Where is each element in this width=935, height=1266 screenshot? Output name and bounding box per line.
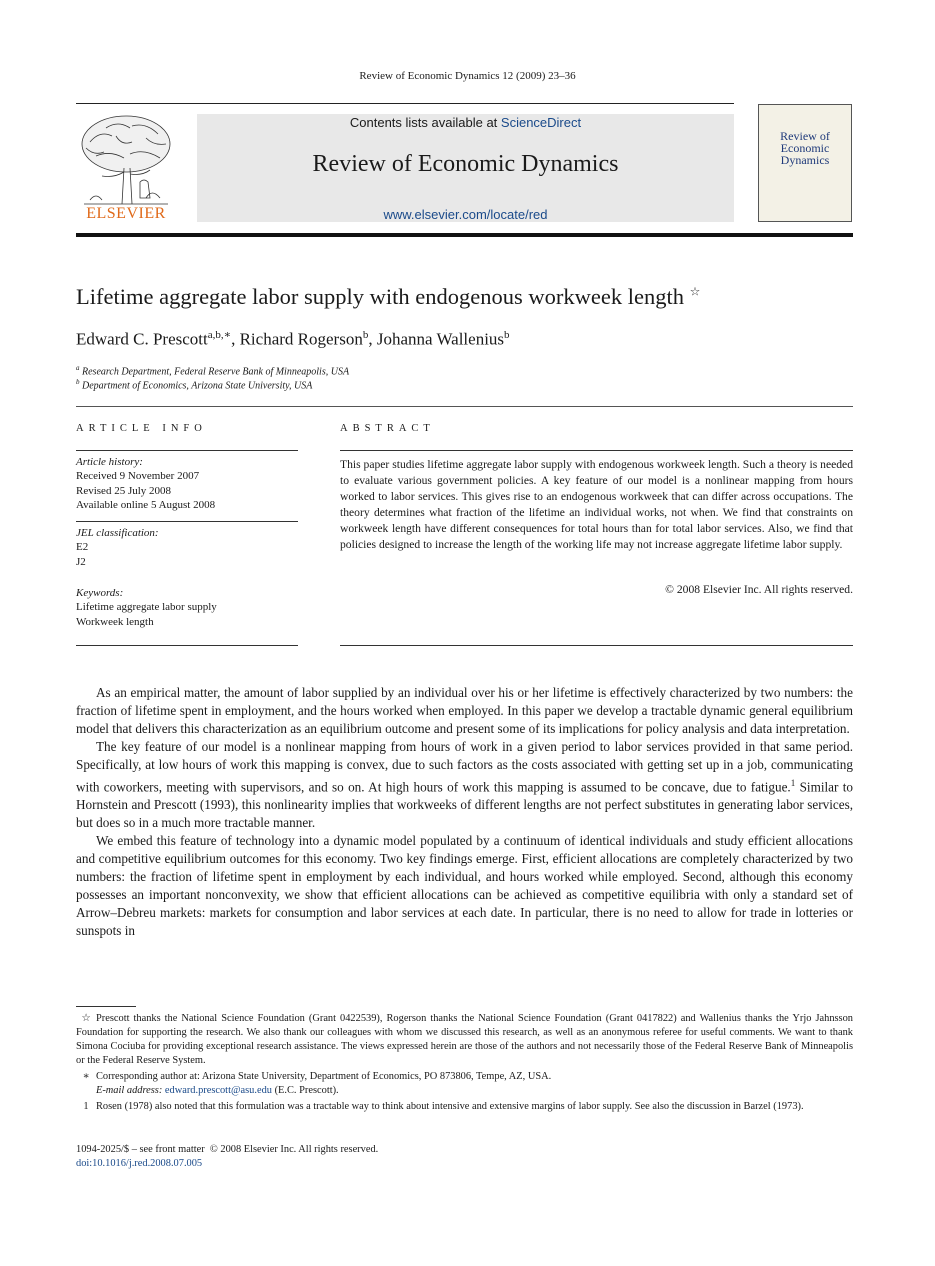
header-rule [76,103,734,104]
history-item: Revised 25 July 2008 [76,484,172,497]
journal-title: Review of Economic Dynamics [312,151,619,177]
contents-prefix: Contents lists available at [349,115,501,130]
sciencedirect-link[interactable]: ScienceDirect [500,115,582,130]
paragraph [76,738,853,832]
author-sup: a,b,∗ [207,329,232,341]
footnote-mark: ☆ [81,1013,91,1024]
author-name: Edward C. Prescott [76,329,208,349]
author-sup: b [504,329,510,341]
footnote-funding [76,1012,853,1068]
history-item: Received 9 November 2007 [76,470,200,483]
elsevier-wordmark: ELSEVIER [86,205,166,222]
email-link[interactable]: edward.prescott@asu.edu [164,1085,272,1096]
cover-title: Review of Economic Dynamics [780,129,830,167]
info-rule [76,450,298,451]
title-star-mark: ☆ [689,284,701,299]
history-item: Available online 5 August 2008 [76,498,216,511]
paragraph-text: Similar to Hornstein and Prescott (1993), this nonlinearity implies that workweeks of different lengths are not perfect substitutes in generating labor services, but does so in a much more tractable manner. [76,779,853,831]
article-title-text: Lifetime aggregate labor supply with endogenous workweek length [76,284,684,309]
footnote-text: Prescott thanks the National Science Foundation (Grant 0422539), Rogerson thanks the National Science Foundation (Grant 0417822) and Wallenius thanks the Yrjo Jahnsson Foundation for supporting the research. We also thank our colleagues with whom we discussed this research, as well as an anonymous referee for useful comments. We want to thank Simona Cociuba for providing exceptional research assistance. The views expressed herein are those of the authors and not necessarily those of the Federal Reserve Bank of Minneapolis or the Federal Reserve System. [76,1013,853,1066]
footnotes [76,1012,853,1114]
footnote-mark: ∗ [82,1071,90,1082]
body-text [76,684,853,940]
keyword: Workweek length [76,615,154,628]
affiliation-text: Department of Economics, Arizona State University, USA [82,380,313,392]
paragraph-text: The key feature of our model is a nonlinear mapping from hours of work in a given period to labor services provided in that same period. Specifically, at low hours of work this mapping is convex, due to such factors as the costs associated with getting set up in a job, communicating with coworkers, meeting with supervisors, and so on. At high hours of work this mapping is assumed to be concave, due to fatigue. [76,739,853,795]
abstract-heading: ABSTRACT [340,423,435,434]
author-sup: b [362,329,369,341]
footnote-text: Corresponding author at: Arizona State University, Department of Economics, PO 873806, Tempe, AZ, USA. [96,1071,552,1082]
abstract-copyright: © 2008 Elsevier Inc. All rights reserved. [665,583,853,596]
footnote-email [76,1084,853,1098]
affiliation-mark: b [76,378,80,386]
keyword: Lifetime aggregate labor supply [76,601,217,614]
author-sep: , [231,329,240,349]
jel-label: JEL classification: [76,527,159,539]
abstract-rule [340,450,853,451]
doi-link[interactable]: doi:10.1016/j.red.2008.07.005 [76,1158,203,1169]
jel-code: E2 [76,541,89,554]
footnote-ref[interactable]: 1 [790,778,796,788]
journal-citation: Review of Economic Dynamics 12 (2009) 23–36 [359,70,576,82]
info-rule [76,521,298,522]
abstract-text: This paper studies lifetime aggregate labor supply with endogenous workweek length. Such a theory is needed to evaluate various government policies. A key feature of our model is a nonlinear mapping from hours worked to labor services. This gives rise to an endogenous workweek that can differ across occupations. The theory determines what fraction of the lifetime an individual works, not when. We find that constraints on workweek length have different consequences for total hours than for total labor services. Also, we find that policies designed to increase the length of the working life may not increase aggregate lifetime labor supply. [340,458,853,551]
affiliation-mark: a [76,364,80,372]
paragraph: As an empirical matter, the amount of labor supplied by an individual over his or her lifetime is effectively characterized by two numbers: the fraction of lifetime spent in employment, and the hours worked when employed. In this paper we develop a tractable dynamic general equilibrium model that delivers this characterization as an equilibrium outcome and present some of its implications for policy analysis and data interpretation. [76,685,853,736]
affiliation-a [76,364,349,377]
author-name: Richard Rogerson [239,329,363,349]
front-copyright: © 2008 Elsevier Inc. All rights reserved. [209,1144,379,1155]
abstract-rule [340,645,853,646]
contents-line [197,115,734,130]
keywords [76,586,298,629]
header-thick-rule [76,233,853,237]
issn: 1094-2025/$ – see front matter [76,1144,205,1155]
keywords-label: Keywords: [76,587,124,599]
affiliation-b [76,378,312,391]
article-info-heading: ARTICLE INFO [76,423,207,434]
paragraph: We embed this feature of technology into a dynamic model populated by a continuum of identical individuals and study efficient allocations and competitive equilibrium outcomes for this economy. Two key findings emerge. First, efficient allocations are completely characterized by two numbers: the fraction of lifetime spent in employment by each individual, and hours worked while employed. Second, although this economy possesses an important nonconvexity, we show that efficient allocations can be achieved as competitive equilibria with only a standard set of Arrow–Debreu markets: markets for consumption and labor services at each date. In particular, there is no need to allow for trade in lotteries or sunspots in [76,833,853,939]
article-title [76,284,836,310]
section-rule [76,406,853,407]
author-name: Johanna Wallenius [376,329,505,349]
footnote-1 [76,1100,853,1114]
author-sep: , [368,329,377,349]
footnote-corresponding [76,1070,853,1084]
journal-url-link[interactable]: www.elsevier.com/locate/red [383,207,548,222]
affiliation-text: Research Department, Federal Reserve Bank of Minneapolis, USA [82,366,350,378]
jel-classification [76,526,298,569]
jel-code: J2 [76,555,86,568]
author-list [76,328,836,350]
article-history [76,455,298,512]
email-suffix: (E.C. Prescott). [271,1085,339,1096]
history-label: Article history: [76,456,143,468]
footnote-mark: 1 [83,1101,89,1112]
footnote-text: Rosen (1978) also noted that this formulation was a tractable way to think about intensive and extensive margins of labor supply. See also the discussion in Barzel (1973). [96,1101,804,1112]
email-label: E-mail address: [96,1085,163,1096]
info-rule [76,645,298,646]
footnote-rule [76,1006,136,1007]
front-matter [76,1143,378,1171]
